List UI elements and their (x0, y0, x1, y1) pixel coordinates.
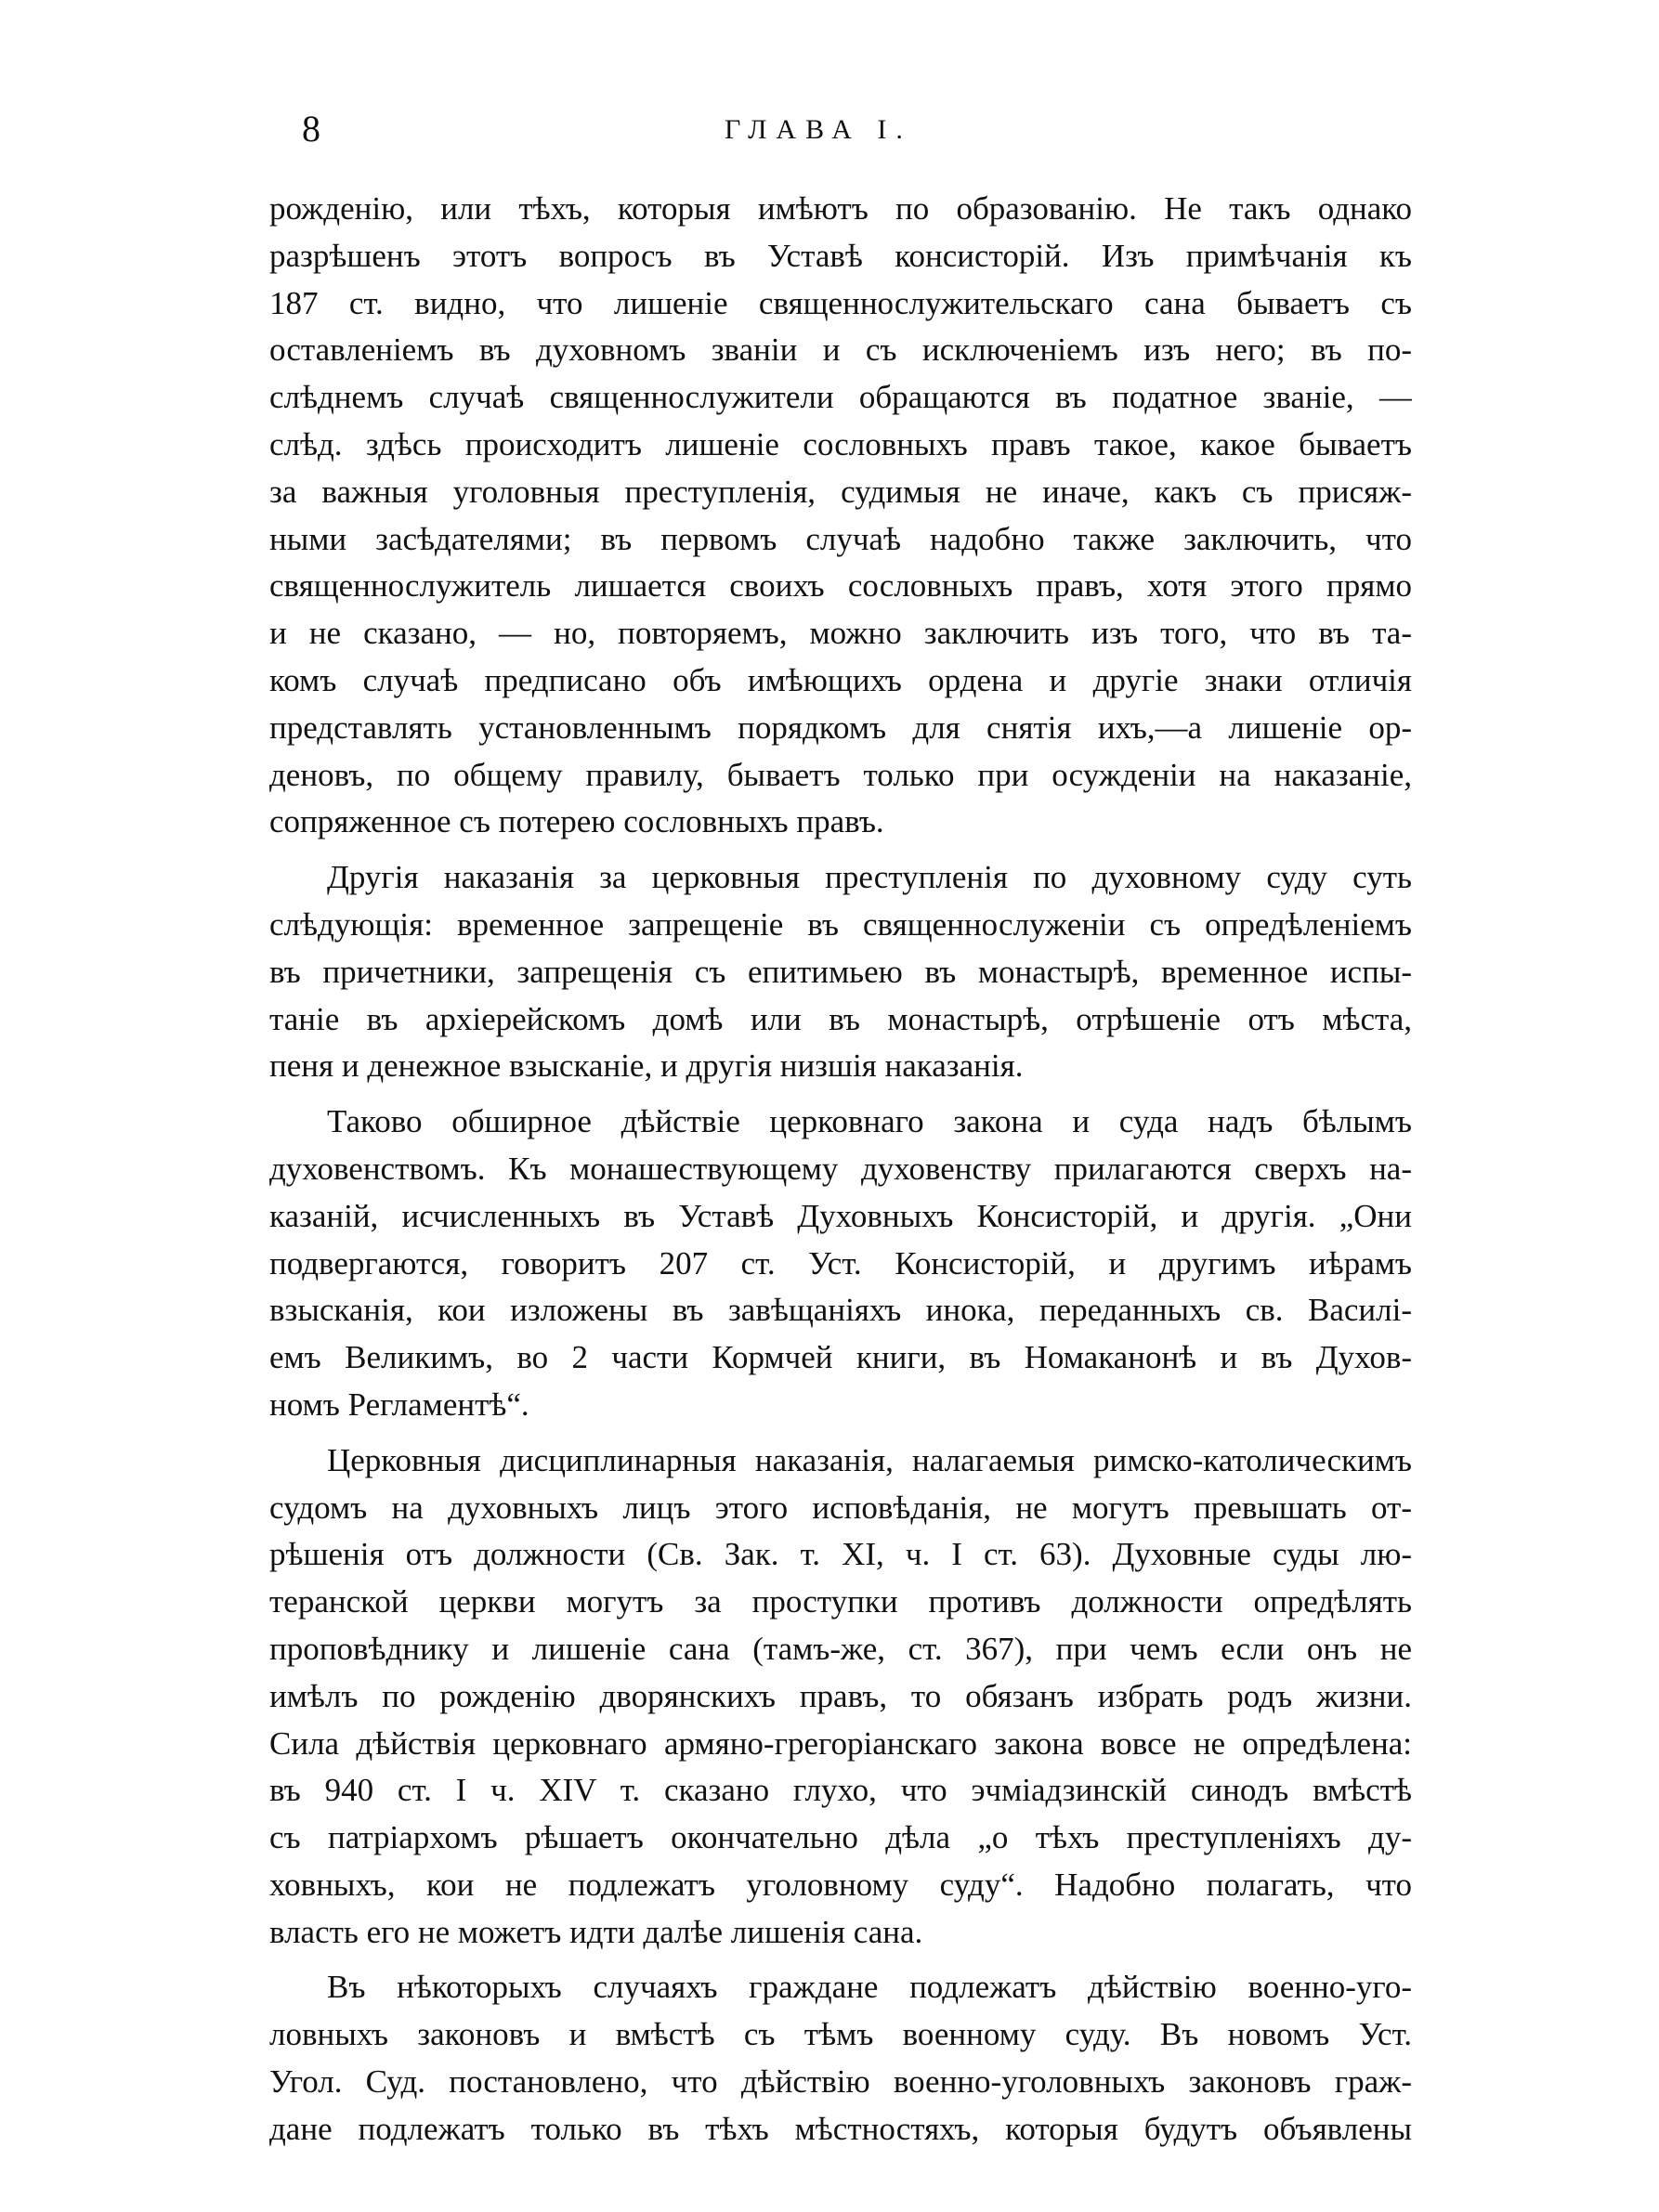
text-line: духовенствомъ. Къ монашествующему духовенству прилагаются сверхъ на- (269, 1150, 1412, 1187)
text-line: рожденію, или тѣхъ, которыя имѣютъ по образованію. Не такъ однако (269, 190, 1412, 227)
text-line: комъ случаѣ предписано объ имѣющихъ ордена и другіе знаки отличія (269, 661, 1412, 698)
text-line: подвергаются, говоритъ 207 ст. Уст. Консисторій, и другимъ иѣрамъ (269, 1244, 1412, 1282)
text-line: Сила дѣйствія церковнаго армяно-грегоріанскаго закона вовсе не опредѣлена: (269, 1724, 1412, 1762)
text-line: слѣд. здѣсь происходитъ лишеніе сословныхъ правъ такое, какое бываетъ (269, 425, 1412, 462)
paragraph (269, 186, 1412, 846)
text-line: оставленіемъ въ духовномъ званіи и съ исключеніемъ изъ него; въ по- (269, 332, 1412, 369)
text-line: въ причетники, запрещенія съ епитимьею въ монастырѣ, временное испы- (269, 953, 1412, 990)
paragraph (269, 1438, 1412, 1957)
text-line: таніе въ архіерейскомъ домѣ или въ монастырѣ, отрѣшеніе отъ мѣста, (269, 1000, 1412, 1037)
text-line: номъ Регламентѣ“. (269, 1386, 529, 1423)
text-line: слѣднемъ случаѣ священнослужители обращаются въ податное званіе, — (269, 379, 1412, 416)
text-line: 187 ст. видно, что лишеніе священнослужительскаго сана бываетъ съ (269, 284, 1412, 321)
text-line: за важныя уголовныя преступленія, судимыя не иначе, какъ съ присяж- (269, 473, 1412, 510)
running-head: ГЛАВА I. (725, 114, 912, 145)
text-line: взысканія, кои изложены въ завѣщаніяхъ инока, переданныхъ св. Василі- (269, 1292, 1412, 1329)
text-line: ховныхъ, кои не подлежатъ уголовному суду“. Надобно полагать, что (269, 1866, 1412, 1903)
text-line: казаній, исчисленныхъ въ Уставѣ Духовныхъ Консисторій, и другія. „Они (269, 1197, 1412, 1234)
text-line: въ 940 ст. I ч. XIV т. сказано глухо, что эчміадзинскій синодъ вмѣстѣ (269, 1772, 1412, 1809)
text-line: представлять установленнымъ порядкомъ для снятія ихъ,—а лишеніе ор- (269, 709, 1412, 746)
text-line: деновъ, по общему правилу, бываетъ только при осужденіи на наказаніе, (269, 756, 1412, 793)
text-line: пеня и денежное взысканіе, и другія низшія наказанія. (269, 1047, 1024, 1085)
text-line: имѣлъ по рожденію дворянскихъ правъ, то обязанъ избрать родъ жизни. (269, 1677, 1412, 1714)
text-line: и не сказано, — но, повторяемъ, можно заключить изъ того, что въ та- (269, 615, 1412, 652)
text-line: теранской церкви могутъ за проступки противъ должности опредѣлять (269, 1583, 1412, 1620)
text-line: дане подлежатъ только въ тѣхъ мѣстностяхъ, которыя будутъ объявлены (269, 2110, 1412, 2147)
text-line: разрѣшенъ этотъ вопросъ въ Уставѣ консисторій. Изъ примѣчанія къ (269, 237, 1412, 274)
text-line: ными засѣдателями; въ первомъ случаѣ надобно также заключить, что (269, 520, 1412, 557)
text-line: Таково обширное дѣйствіе церковнаго закона и суда надъ бѣлымъ (327, 1103, 1412, 1140)
body-text (269, 186, 1412, 2162)
text-line: священнослужитель лишается своихъ сословныхъ правъ, хотя этого прямо (269, 567, 1412, 605)
text-line: ловныхъ законовъ и вмѣстѣ съ тѣмъ военному суду. Въ новомъ Уст. (269, 2016, 1412, 2053)
text-line: Церковныя дисциплинарныя наказанія, налагаемыя римско-католическимъ (327, 1441, 1412, 1478)
paragraph (269, 1964, 1412, 2153)
text-line: сопряженное съ потерею сословныхъ правъ. (269, 803, 884, 840)
text-line: емъ Великимъ, во 2 части Кормчей книги, въ Номаканонѣ и въ Духов- (269, 1339, 1412, 1376)
text-line: Другія наказанія за церковныя преступленія по духовному суду суть (327, 859, 1412, 896)
text-line: власть его не можетъ идти далѣе лишенія сана. (269, 1913, 923, 1950)
paragraph (269, 1099, 1412, 1429)
page-number: 8 (302, 108, 320, 150)
text-line: слѣдующія: временное запрещеніе въ священнослуженіи съ опредѣленіемъ (269, 905, 1412, 943)
page-header (269, 107, 1412, 163)
text-line: Угол. Суд. постановлено, что дѣйствію военно-уголовныхъ законовъ граж- (269, 2063, 1412, 2101)
text-line: рѣшенія отъ должности (Св. Зак. т. XI, ч. I ст. 63). Духовные суды лю- (269, 1536, 1412, 1573)
text-line: судомъ на духовныхъ лицъ этого исповѣданія, не могутъ превышать от- (269, 1489, 1412, 1526)
text-line: Въ нѣкоторыхъ случаяхъ граждане подлежатъ дѣйствію военно-уго- (327, 1969, 1412, 2006)
text-line: съ патріархомъ рѣшаетъ окончательно дѣла „о тѣхъ преступленіяхъ ду- (269, 1819, 1412, 1856)
text-line: проповѣднику и лишеніе сана (тамъ-же, ст. 367), при чемъ если онъ не (269, 1630, 1412, 1667)
paragraph (269, 854, 1412, 1090)
